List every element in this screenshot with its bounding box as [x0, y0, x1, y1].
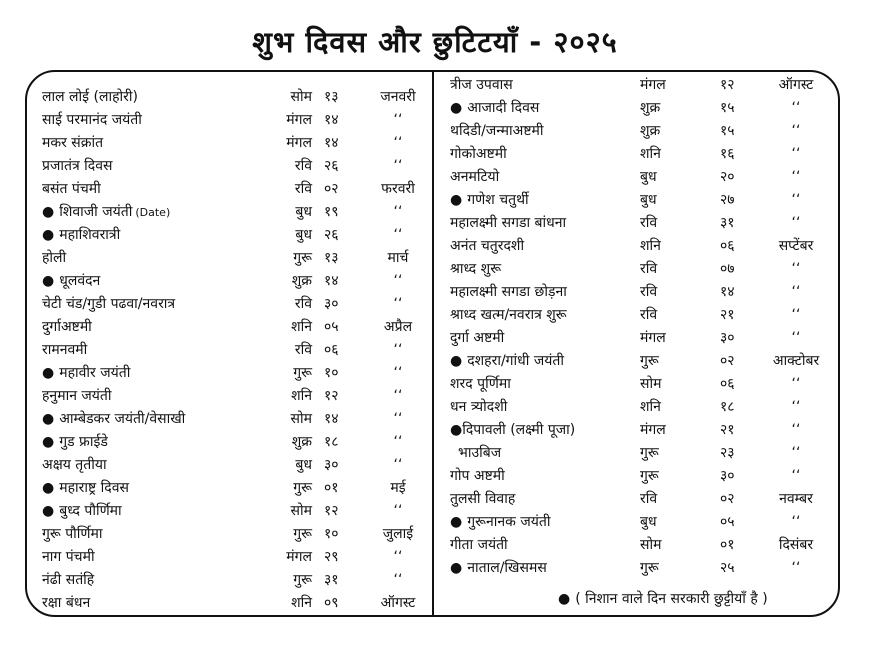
date-number: १२	[324, 503, 339, 519]
month-name: मई	[390, 480, 406, 496]
month-name: सप्टेंबर	[778, 238, 814, 254]
holiday-row	[450, 304, 835, 327]
weekday: शनि	[291, 595, 312, 611]
date-number: १८	[324, 434, 339, 450]
holiday-row	[42, 362, 422, 385]
event-name	[450, 258, 501, 281]
holiday-bullet-icon: ●	[450, 192, 463, 208]
date-number: ०२	[720, 353, 735, 369]
holiday-row	[42, 86, 422, 109]
month-name: ‘‘	[791, 261, 801, 277]
weekday: बुध	[640, 514, 657, 530]
weekday: गुरू	[293, 250, 312, 266]
holiday-row	[450, 396, 835, 419]
holiday-bullet-icon: ●	[42, 434, 55, 450]
event-name-text: गीता जयंती	[450, 537, 508, 553]
weekday: रवि	[640, 261, 658, 277]
event-name-text: प्रजातंत्र दिवस	[42, 158, 113, 174]
holiday-row	[42, 155, 422, 178]
weekday: मंगल	[286, 112, 312, 128]
event-name-text: होली	[42, 250, 67, 266]
date-number: ३०	[720, 330, 735, 346]
event-name	[450, 74, 513, 97]
month-name: ‘‘	[791, 284, 801, 300]
event-name-text: महाराष्ट्र दिवस	[59, 480, 129, 496]
event-name	[42, 454, 107, 477]
event-name-text: भाउबिज	[458, 445, 502, 461]
date-number: २७	[720, 192, 735, 208]
holiday-row	[42, 500, 422, 523]
weekday: रवि	[294, 181, 312, 197]
date-number: १३	[324, 89, 339, 105]
weekday: बुध	[295, 227, 312, 243]
event-name	[42, 477, 129, 500]
holiday-row	[450, 465, 835, 488]
holiday-row	[42, 224, 422, 247]
date-number: १४	[324, 112, 339, 128]
month-name: ‘‘	[393, 296, 403, 312]
event-name-text: धूलवंदन	[59, 273, 101, 289]
event-name	[450, 465, 505, 488]
holiday-bullet-icon: ●	[42, 273, 55, 289]
event-name-text: चेटी चंड/गुडी पढवा/नवरात्र	[42, 296, 176, 312]
holiday-row	[42, 408, 422, 431]
month-name: ‘‘	[791, 560, 801, 576]
date-number: २३	[720, 445, 735, 461]
weekday: सोम	[290, 411, 312, 427]
month-name: ‘‘	[791, 215, 801, 231]
right-column	[450, 74, 835, 580]
page-title: शुभ दिवस और छुटिटयाँ - २०२५	[252, 25, 618, 59]
date-number: ३१	[720, 215, 735, 231]
event-name	[42, 385, 112, 408]
event-name	[42, 362, 130, 385]
event-name	[42, 339, 87, 362]
month-name: ‘‘	[393, 388, 403, 404]
weekday: बुध	[295, 457, 312, 473]
month-name: ‘‘	[393, 434, 403, 450]
event-name-text: दिपावली (लक्ष्मी पूजा)	[462, 422, 576, 438]
month-name: ‘‘	[393, 457, 403, 473]
weekday: गुरू	[293, 365, 312, 381]
month-name: ‘‘	[393, 503, 403, 519]
holiday-row	[450, 281, 835, 304]
event-name	[450, 534, 508, 557]
weekday: रवि	[640, 491, 658, 507]
weekday: गुरू	[640, 353, 659, 369]
date-number: १४	[720, 284, 735, 300]
weekday: सोम	[640, 537, 662, 553]
weekday: शनि	[291, 388, 312, 404]
date-number: ३०	[720, 468, 735, 484]
holiday-bullet-icon: ●	[42, 204, 55, 220]
date-number: १०	[324, 526, 339, 542]
month-name: ‘‘	[393, 411, 403, 427]
month-name: ‘‘	[393, 273, 403, 289]
date-number: १०	[324, 365, 339, 381]
event-name	[450, 396, 507, 419]
date-number: १४	[324, 273, 339, 289]
date-number: १६	[720, 146, 735, 162]
holiday-bullet-icon: ●	[450, 514, 463, 530]
holiday-row	[42, 109, 422, 132]
event-name-text: तुलसी विवाह	[450, 491, 516, 507]
month-name: नवम्बर	[779, 491, 813, 507]
date-number: २९	[324, 549, 339, 565]
holiday-bullet-icon: ●	[450, 422, 463, 438]
month-name: ‘‘	[393, 204, 403, 220]
month-name: फरवरी	[381, 181, 415, 197]
date-number: २१	[720, 422, 735, 438]
holiday-row	[450, 419, 835, 442]
weekday: गुरू	[293, 526, 312, 542]
event-name	[42, 132, 103, 155]
event-name-text: दुर्गाअष्टमी	[42, 319, 92, 335]
date-number: २५	[720, 560, 735, 576]
event-name-text: गुरूनानक जयंती	[467, 514, 551, 530]
holiday-row	[450, 511, 835, 534]
date-number: २०	[720, 169, 735, 185]
holiday-row	[42, 477, 422, 500]
month-name: अप्रैल	[383, 319, 413, 335]
event-name	[450, 120, 544, 143]
holiday-bullet-icon: ●	[42, 365, 55, 381]
event-name-text: बसंत पंचमी	[42, 181, 101, 197]
month-name: ऑगस्ट	[778, 77, 814, 93]
month-name: ‘‘	[393, 572, 403, 588]
holiday-row	[450, 350, 835, 373]
holiday-bullet-icon: ●	[42, 480, 55, 496]
date-number: १८	[720, 399, 735, 415]
event-name	[42, 546, 95, 569]
event-name	[450, 97, 539, 120]
left-column	[42, 86, 422, 615]
event-name	[42, 155, 112, 178]
holiday-row	[42, 431, 422, 454]
event-name	[42, 86, 138, 109]
month-name: ‘‘	[393, 135, 403, 151]
footnote	[558, 589, 768, 608]
holiday-bullet-icon: ●	[42, 227, 55, 243]
month-name: ‘‘	[393, 342, 403, 358]
date-number: १५	[720, 123, 735, 139]
weekday: गुरू	[640, 560, 659, 576]
event-name-text: महाशिवरात्री	[59, 227, 121, 243]
holiday-row	[42, 132, 422, 155]
holiday-row	[450, 327, 835, 350]
event-name	[42, 224, 120, 247]
weekday: शनि	[640, 399, 661, 415]
holiday-row	[450, 557, 835, 580]
weekday: शुक्र	[640, 100, 661, 116]
date-number: ०१	[324, 480, 339, 496]
event-name-text: हनुमान जयंती	[42, 388, 112, 404]
event-name-text: रक्षा बंधन	[42, 595, 91, 611]
event-name	[42, 247, 66, 270]
month-name: ‘‘	[393, 158, 403, 174]
holiday-row	[450, 189, 835, 212]
event-name-text: धन त्र्योदशी	[450, 399, 508, 415]
event-name-text: गोकोअष्टमी	[450, 146, 507, 162]
date-number: ०५	[324, 319, 339, 335]
month-name: ‘‘	[393, 365, 403, 381]
event-name	[42, 293, 175, 316]
event-name-text: महावीर जयंती	[59, 365, 131, 381]
event-name	[450, 488, 515, 511]
event-name-text: अनंत चतुरदशी	[450, 238, 525, 254]
event-name-text: रामनवमी	[42, 342, 88, 358]
date-number: ०६	[324, 342, 339, 358]
event-name	[450, 419, 575, 442]
event-name	[42, 201, 170, 224]
holiday-row	[42, 546, 422, 569]
weekday: शुक्र	[291, 273, 312, 289]
weekday: मंगल	[286, 549, 312, 565]
month-name: ‘‘	[791, 192, 801, 208]
date-number: २६	[324, 227, 339, 243]
weekday: रवि	[294, 342, 312, 358]
month-name: जनवरी	[380, 89, 416, 105]
event-name-text: शरद पूर्णिमा	[450, 376, 511, 392]
month-name: ‘‘	[393, 549, 403, 565]
event-name	[42, 178, 101, 201]
event-name	[450, 143, 507, 166]
holiday-row	[450, 143, 835, 166]
event-name	[450, 304, 567, 327]
date-number: ०६	[720, 238, 735, 254]
date-number: ०९	[324, 595, 339, 611]
date-number: २६	[324, 158, 339, 174]
event-name	[42, 500, 122, 523]
month-name: ‘‘	[791, 169, 801, 185]
holiday-row	[450, 97, 835, 120]
holiday-bullet-icon: ●	[450, 353, 463, 369]
date-number: ०६	[720, 376, 735, 392]
event-note: (Date)	[135, 206, 171, 219]
event-name	[450, 327, 504, 350]
month-name: ‘‘	[791, 445, 801, 461]
month-name: ‘‘	[791, 100, 801, 116]
weekday: शुक्र	[640, 123, 661, 139]
event-name-text: श्राध्द शुरू	[450, 261, 502, 277]
month-name: ‘‘	[791, 123, 801, 139]
holiday-row	[42, 339, 422, 362]
holiday-row	[42, 569, 422, 592]
weekday: मंगल	[640, 77, 666, 93]
month-name: ‘‘	[791, 422, 801, 438]
month-name: ‘‘	[791, 307, 801, 323]
weekday: रवि	[640, 284, 658, 300]
weekday: रवि	[640, 215, 658, 231]
holiday-row	[450, 534, 835, 557]
weekday: शुक्र	[291, 434, 312, 450]
event-name	[450, 442, 501, 465]
date-number: ३०	[324, 296, 339, 312]
weekday: मंगल	[286, 135, 312, 151]
holiday-row	[42, 592, 422, 615]
event-name-text: महालक्ष्मी सगडा बांधना	[450, 215, 567, 231]
weekday: शनि	[640, 146, 661, 162]
weekday: गुरू	[640, 445, 659, 461]
weekday: मंगल	[640, 422, 666, 438]
holiday-row	[42, 293, 422, 316]
weekday: गुरू	[640, 468, 659, 484]
date-number: १४	[324, 135, 339, 151]
event-name-text: गुड फ्राईडे	[59, 434, 108, 450]
weekday: बुध	[640, 169, 657, 185]
holiday-row	[42, 454, 422, 477]
event-name-text: त्रीज उपवास	[450, 77, 513, 93]
month-name: ‘‘	[791, 399, 801, 415]
weekday: बुध	[640, 192, 657, 208]
date-number: ३०	[324, 457, 339, 473]
event-name	[450, 350, 564, 373]
weekday: सोम	[640, 376, 662, 392]
column-divider	[432, 72, 434, 615]
event-name	[42, 569, 94, 592]
event-name	[450, 281, 567, 304]
date-number: १९	[324, 204, 339, 220]
event-name	[450, 166, 499, 189]
holiday-row	[450, 235, 835, 258]
holiday-bullet-icon: ●	[42, 411, 55, 427]
holiday-bullet-icon: ●	[450, 560, 463, 576]
holiday-bullet-icon: ●	[450, 100, 463, 116]
event-name	[450, 212, 566, 235]
event-name-text: श्राध्द खत्म/नवरात्र शुरू	[450, 307, 567, 323]
holiday-row	[42, 247, 422, 270]
event-name	[450, 235, 524, 258]
month-name: ‘‘	[791, 468, 801, 484]
holiday-row	[450, 166, 835, 189]
event-name	[42, 431, 108, 454]
weekday: बुध	[295, 204, 312, 220]
weekday: गुरू	[293, 480, 312, 496]
month-name: मार्च	[387, 250, 409, 266]
event-name-text: आम्बेडकर जयंती/वेसाखी	[59, 411, 186, 427]
event-name-text: नाग पंचमी	[42, 549, 95, 565]
date-number: १४	[324, 411, 339, 427]
event-name	[450, 373, 511, 396]
date-number: १२	[324, 388, 339, 404]
month-name: जुलाई	[382, 526, 414, 542]
date-number: ०७	[720, 261, 735, 277]
date-number: २१	[720, 307, 735, 323]
event-name-text: अनमटियो	[450, 169, 500, 185]
date-number: १५	[720, 100, 735, 116]
event-name-text: महालक्ष्मी सगडा छोड़ना	[450, 284, 567, 300]
event-name	[42, 523, 103, 546]
weekday: गुरू	[293, 572, 312, 588]
weekday: सोम	[290, 503, 312, 519]
holiday-bullet-icon: ●	[558, 591, 571, 607]
event-name-text: शिवाजी जयंती	[59, 204, 133, 220]
event-name	[42, 592, 90, 615]
month-name: ‘‘	[791, 514, 801, 530]
event-name-text: लाल लोई (लाहोरी)	[42, 89, 138, 105]
date-number: ०१	[720, 537, 735, 553]
event-name-text: नाताल/खिसमस	[467, 560, 547, 576]
event-name-text: दशहरा/गांधी जयंती	[467, 353, 564, 369]
weekday: रवि	[294, 296, 312, 312]
event-name-text: दुर्गा अष्टमी	[450, 330, 505, 346]
event-name-text: मकर संक्रांत	[42, 135, 104, 151]
holiday-row	[450, 212, 835, 235]
holiday-row	[450, 442, 835, 465]
month-name: ‘‘	[791, 146, 801, 162]
holiday-row	[450, 258, 835, 281]
month-name: ‘‘	[393, 112, 403, 128]
event-name	[450, 511, 550, 534]
holiday-row	[42, 316, 422, 339]
weekday: सोम	[290, 89, 312, 105]
month-name: ऑगस्ट	[380, 595, 416, 611]
date-number: ३१	[324, 572, 339, 588]
event-name-text: आजादी दिवस	[467, 100, 540, 116]
event-name-text: गोप अष्टमी	[450, 468, 505, 484]
holiday-row	[450, 74, 835, 97]
date-number: ०२	[324, 181, 339, 197]
weekday: रवि	[294, 158, 312, 174]
month-name: ‘‘	[393, 227, 403, 243]
event-name	[450, 557, 547, 580]
holiday-row	[42, 201, 422, 224]
date-number: १२	[720, 77, 735, 93]
event-name	[42, 408, 185, 431]
footnote-text: ( निशान वाले दिन सरकारी छुट्टीयाँ है )	[575, 591, 768, 607]
month-name: ‘‘	[791, 330, 801, 346]
holiday-bullet-icon: ●	[42, 503, 55, 519]
event-name-text: थदिडी/जन्माअष्टमी	[450, 123, 544, 139]
date-number: ०५	[720, 514, 735, 530]
event-name	[42, 109, 142, 132]
holiday-row	[42, 178, 422, 201]
event-name	[42, 316, 92, 339]
event-name-text: साई परमानंद जयंती	[42, 112, 142, 128]
event-name-text: अक्षय तृतीया	[42, 457, 107, 473]
holiday-row	[450, 120, 835, 143]
weekday: शनि	[291, 319, 312, 335]
holiday-row	[450, 373, 835, 396]
event-name-text: बुध्द पौर्णिमा	[59, 503, 122, 519]
holiday-row	[450, 488, 835, 511]
event-name-text: गुरू पौर्णिमा	[42, 526, 103, 542]
month-name: दिसंबर	[778, 537, 814, 553]
event-name	[450, 189, 529, 212]
weekday: रवि	[640, 307, 658, 323]
event-name	[42, 270, 100, 293]
holiday-row	[42, 270, 422, 293]
weekday: मंगल	[640, 330, 666, 346]
holiday-row	[42, 523, 422, 546]
month-name: आक्टोबर	[772, 353, 820, 369]
weekday: शनि	[640, 238, 661, 254]
holiday-row	[42, 385, 422, 408]
event-name-text: नंढी सतंहि	[42, 572, 95, 588]
month-name: ‘‘	[791, 376, 801, 392]
date-number: ०२	[720, 491, 735, 507]
date-number: १३	[324, 250, 339, 266]
event-name-text: गणेश चतुर्थी	[467, 192, 529, 208]
